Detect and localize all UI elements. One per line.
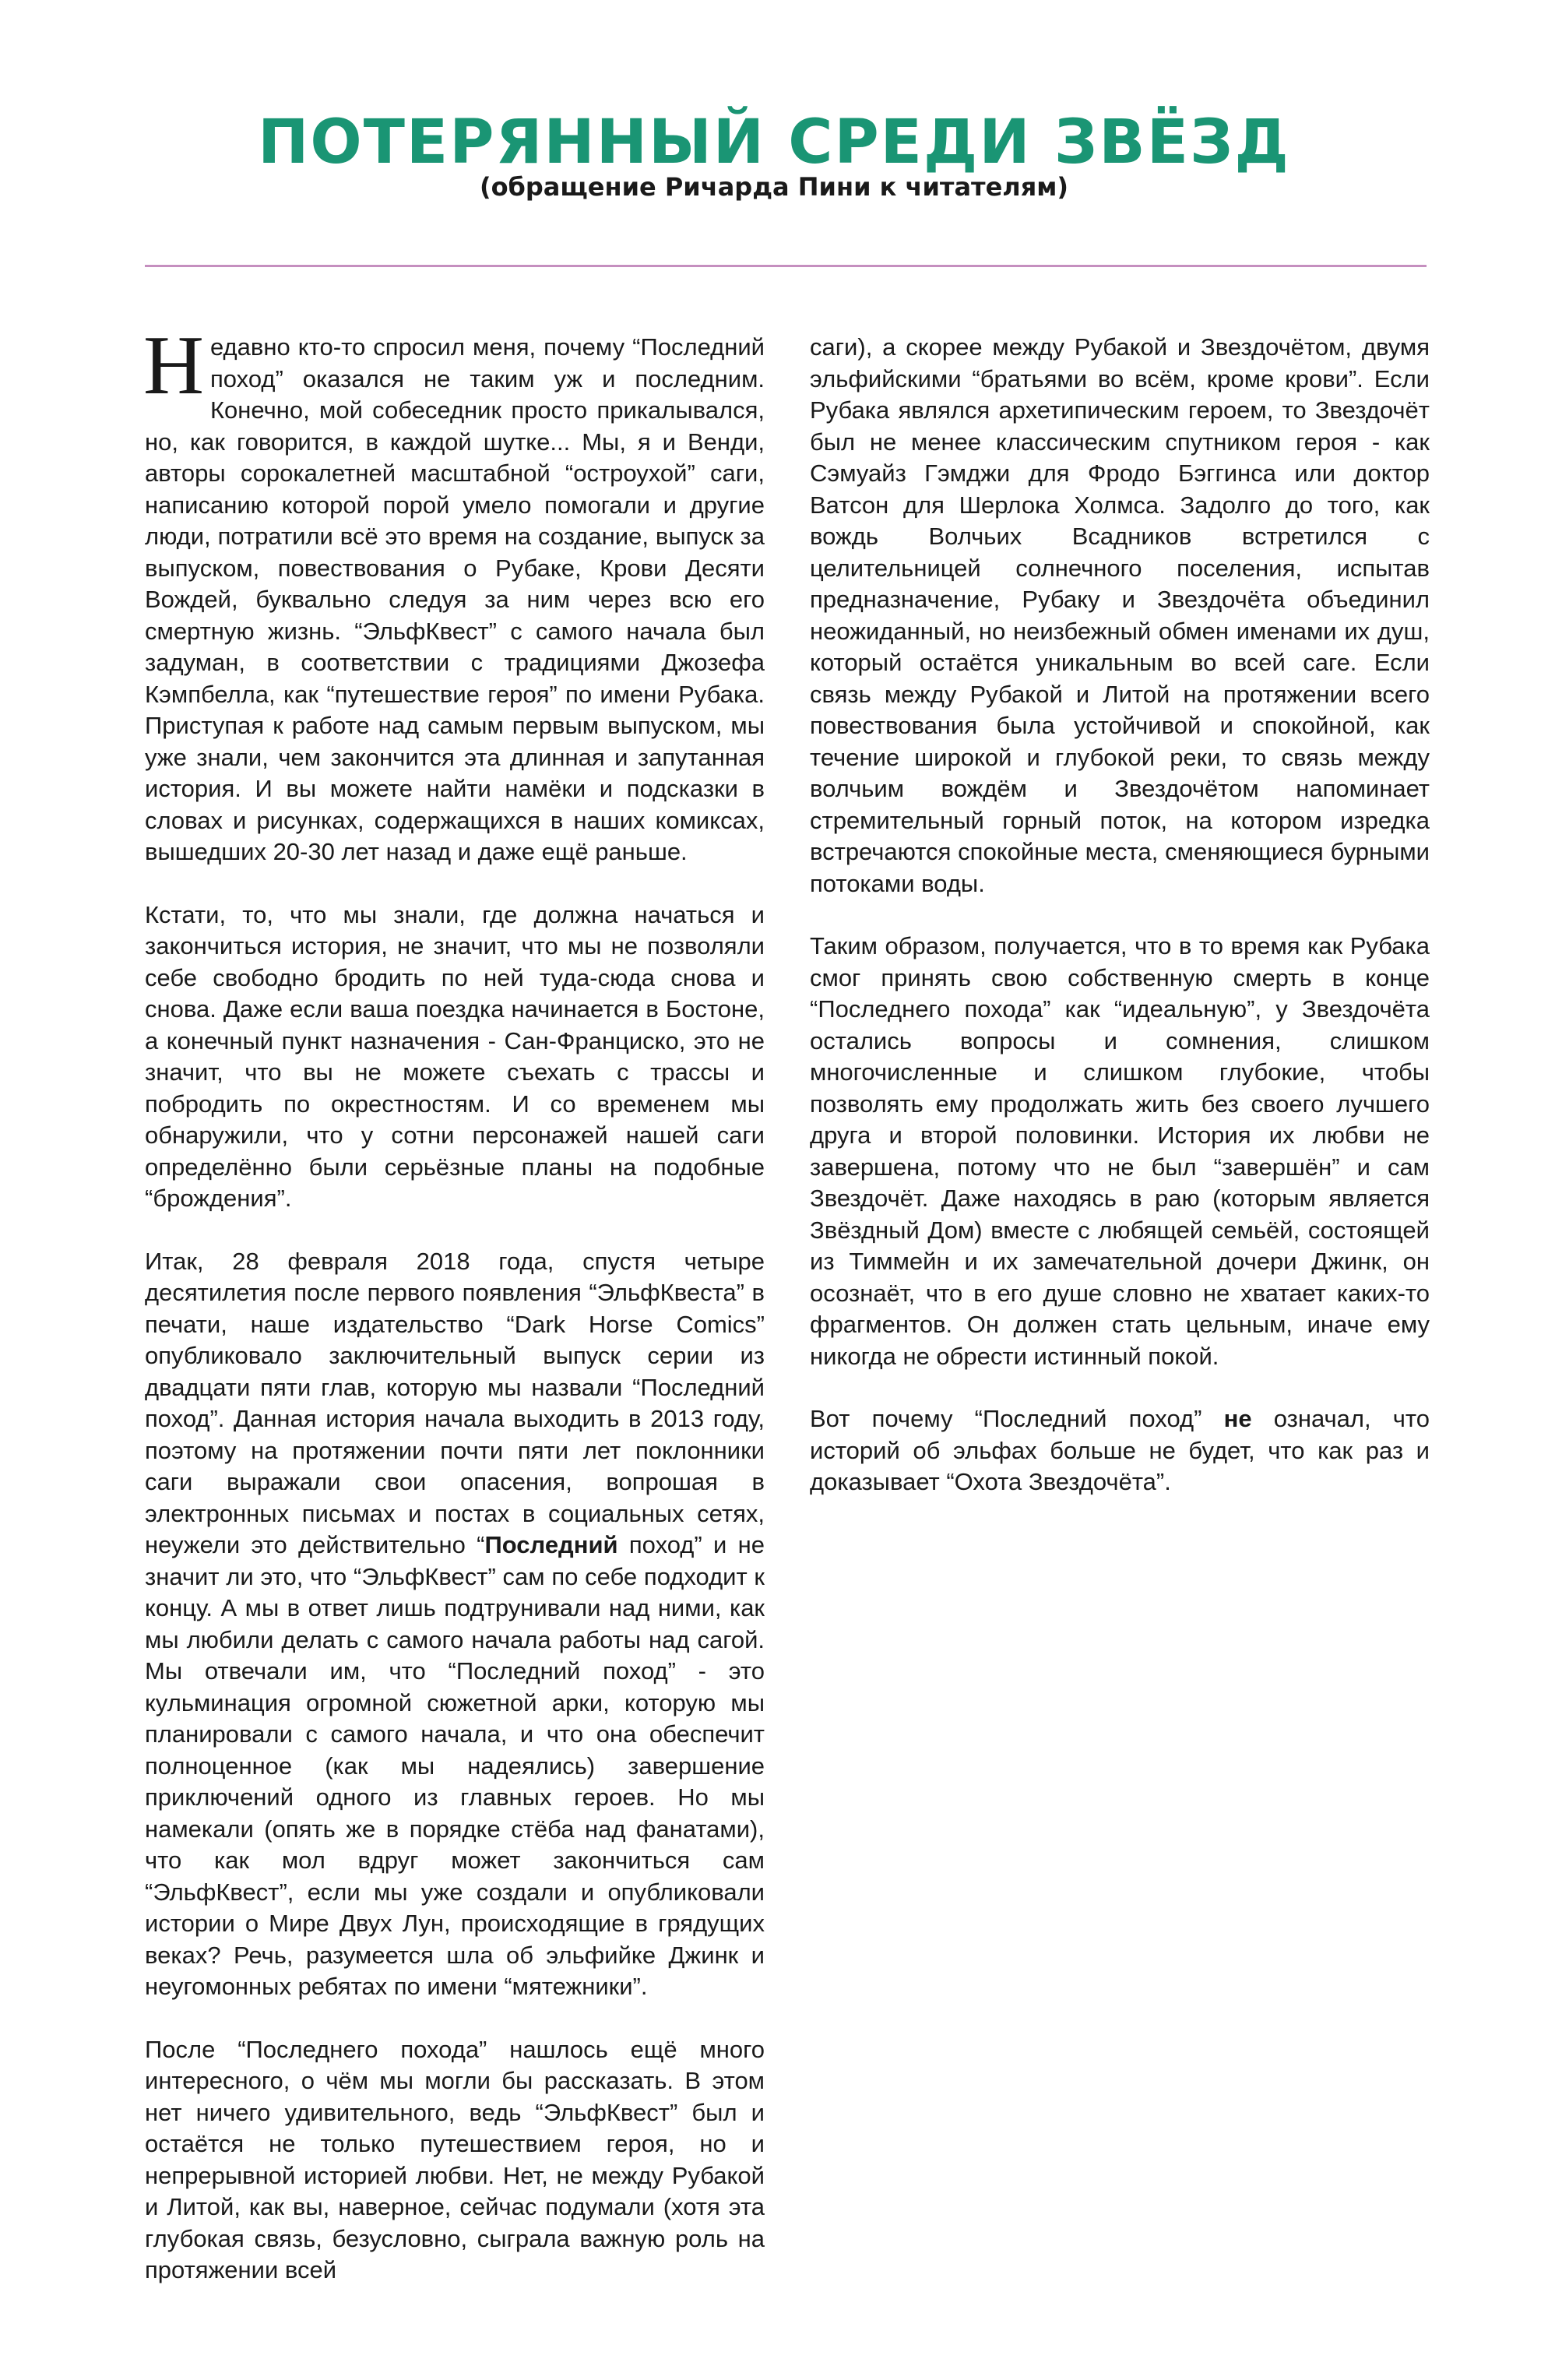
paragraph (145, 1246, 765, 2003)
paragraph-text: означал, что историй об эльфах больше не будет, что как раз и доказывает “Охота Звездочёта”. (810, 1405, 1430, 1495)
paragraph: Таким образом, получается, что в то время как Рубака смог принять свою собственную смерть в конце “Последнего похода” как “идеальную”, у Звездочёта остались вопросы и сомнения, слишком многочисленные и слишком глубокие, чтобы позволять ему продолжать жить без своего лучшего друга и второй половинки. История их любви не завершена, потому что не был “завершён” и сам Звездочёт. Даже находясь в раю (которым является Звёздный Дом) вместе с любящей семьёй, состоящей из Тиммейн и их замечательной дочери Джинк, он осознаёт, что в его душе словно не хватает каких-то фрагментов. Он должен стать цельным, иначе ему никогда не обрести истинный покой. (810, 932, 1430, 1370)
paragraph: саги), а скорее между Рубакой и Звездочётом, двумя эльфийскими “братьями во всём, кроме крови”. Если Рубака являлся архетипическим героем, то Звездочёт был не менее классическим спутником героя - как Сэмуайз Гэмджи для Фродо Бэггинса или доктор Ватсон для Шерлока Холмса. Задолго до того, как вождь Волчьих Всадников встретился с целительницей солнечного поселения, испытав предназначение, Рубаку и Звездочёта объединил неожиданный, но неизбежный обмен именами их душ, который остаётся уникальным во всей саге. Если связь между Рубакой и Литой на протяжении всего повествования была устойчивой и спокойной, как течение широкой и глубокой реки, то связь между волчьим вождём и Звездочётом напоминает стремительный горный поток, на котором изредка встречаются спокойные места, сменяющиеся бурными потоками воды. (810, 333, 1430, 897)
left-column (143, 319, 765, 2318)
paragraph-text: Вот почему “Последний поход” (810, 1405, 1224, 1432)
divider-rule (145, 265, 1427, 267)
paragraph-text: поход” и не значит ли это, что “ЭльфКвест” сам по себе подходит к концу. А мы в ответ лишь подтрунивали над ними, как мы любили делать с самого начала работы над сагой. Мы отвечали им, что “Последний поход” - это кульминация огромной сюжетной арки, которую мы планировали с самого начала, и что она обеспечит полноценное (как мы надеялись) завершение приключений одного из главных героев. Но мы намекали (опять же в порядке стёба над фанатами), что как мол вдруг может закончиться сам “ЭльфКвест”, если мы уже создали и опубликовали истории о Мире Двух Лун, происходящие в грядущих веках? Речь, разумеется шла об эльфийке Джинк и неугомонных ребятах по имени “мятежники”. (145, 1531, 765, 2000)
page-title: ПОТЕРЯННЫЙ СРЕДИ ЗВЁЗД (258, 107, 1290, 178)
bold-word: не (1223, 1405, 1252, 1432)
right-column (810, 332, 1430, 1530)
bold-word: Последний (484, 1531, 618, 1558)
paragraph-text: Итак, 28 февраля 2018 года, спустя четыре десятилетия после первого появления “ЭльфКвеста” в печати, наше издательство “Dark Horse Comics” опубликовало заключительный выпуск серии из двадцати пяти глав, которую мы назвали “Последний поход”. Данная история начала выходить в 2013 году, поэтому на протяжении почти пяти лет поклонники саги выражали свои опасения, вопрошая в электронных письмах и постах в социальных сетях, неужели это действительно “ (145, 1247, 765, 1558)
paragraph (143, 319, 765, 868)
paragraph: После “Последнего похода” нашлось ещё много интересного, о чём мы могли бы рассказать. В этом нет ничего удивительного, ведь “ЭльфКвест” был и остаётся не только путешествием героя, но и непрерывной историей любви. Нет, не между Рубакой и Литой, как вы, наверное, сейчас подумали (хотя эта глубокая связь, безусловно, сыграла важную роль на протяжении всей (145, 2035, 765, 2283)
paragraph-text: едавно кто-то спросил меня, почему “Последний поход” оказался не таким уж и последним. Конечно, мой собеседник просто прикалывался, но, как говорится, в каждой шутке... Мы, я и Венди, авторы сорокалетней масштабной “остроухой” саги, написанию которой порой умело помогали и другие люди, потратили всё это время на создание, выпуск за выпуском, повествования о Рубаке, Крови Десяти Вождей, буквально следуя за ним через всю его смертную жизнь. “ЭльфКвест” с самого начала был задуман, в соответствии с традициями Джозефа Кэмпбелла, как “путешествие героя” по имени Рубака. Приступая к работе над самым первым выпуском, мы уже знали, чем закончится эта длинная и запутанная история. И вы можете найти намёки и подсказки в словах и рисунках, содержащихся в наших комиксах, вышедших 20-30 лет назад и даже ещё раньше. (145, 333, 765, 865)
page-subtitle: (обращение Ричарда Пини к читателям) (479, 172, 1069, 202)
paragraph (810, 1403, 1430, 1498)
drop-cap: Н (143, 319, 204, 412)
paragraph: Кстати, то, что мы знали, где должна начаться и закончиться история, не значит, что мы не позволяли себе свободно бродить по ней туда-сюда снова и снова. Даже если ваша поездка начинается в Бостоне, а конечный пункт назначения - Сан-Франциско, это не значит, что вы не можете съехать с трассы и побродить по окрестностям. И со временем мы обнаружили, что у сотни персонажей нашей саги определённо были серьёзные планы на подобные “брождения”. (145, 900, 765, 1212)
